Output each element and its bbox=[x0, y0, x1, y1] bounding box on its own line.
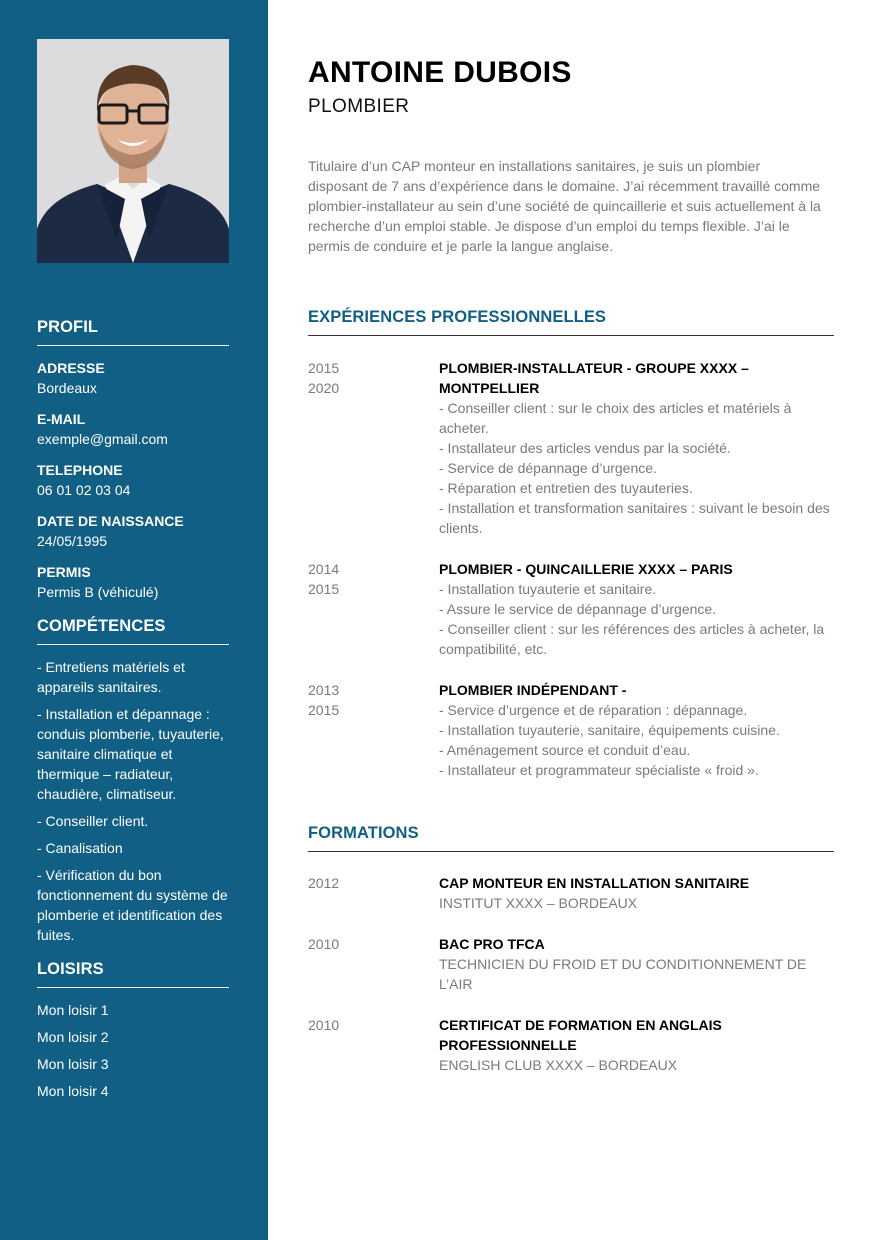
profile-section-title: PROFIL bbox=[37, 318, 229, 346]
education-title: CAP MONTEUR EN INSTALLATION SANITAIRE bbox=[439, 875, 750, 891]
hobby-item: Mon loisir 1 bbox=[37, 1002, 109, 1018]
start-year: 2013 bbox=[308, 682, 340, 698]
experience-task: - Installation tuyauterie et sanitaire. bbox=[439, 581, 657, 597]
education-title: CERTIFICAT DE FORMATION EN ANGLAIS PROFESSIONNELLE bbox=[439, 1017, 722, 1053]
experience-task: - Installation tuyauterie, sanitaire, équipements cuisine. bbox=[439, 722, 780, 738]
end-year: 2015 bbox=[308, 581, 340, 597]
portrait-illustration bbox=[37, 39, 229, 263]
skill-item: - Canalisation bbox=[37, 840, 123, 856]
profile-photo bbox=[37, 39, 229, 263]
education-entry bbox=[308, 1015, 834, 1075]
experience-dates bbox=[308, 559, 439, 659]
experience-body bbox=[439, 358, 834, 538]
experience-section bbox=[308, 308, 834, 780]
education-year: 2010 bbox=[308, 936, 340, 952]
profile-value: 24/05/1995 bbox=[37, 533, 108, 549]
hobby-item: Mon loisir 2 bbox=[37, 1029, 109, 1045]
sidebar bbox=[0, 0, 268, 1240]
skill-item: - Entretiens matériels et appareils sanitaires. bbox=[37, 659, 185, 695]
education-section bbox=[308, 824, 834, 1075]
experience-body bbox=[439, 559, 834, 659]
education-entry bbox=[308, 873, 834, 913]
sidebar-content bbox=[37, 318, 229, 1108]
experience-task: - Service de dépannage d’urgence. bbox=[439, 460, 657, 476]
hobbies-section-title: LOISIRS bbox=[37, 960, 229, 988]
experience-dates bbox=[308, 680, 439, 780]
start-year: 2015 bbox=[308, 360, 340, 376]
profile-value: Permis B (véhiculé) bbox=[37, 584, 159, 600]
education-body bbox=[439, 1015, 834, 1075]
experience-title: PLOMBIER - QUINCAILLERIE XXXX – PARIS bbox=[439, 561, 733, 577]
profile-label: ADRESSE bbox=[37, 360, 105, 376]
education-body bbox=[439, 873, 834, 913]
profile-label: PERMIS bbox=[37, 564, 91, 580]
education-school: ENGLISH CLUB XXXX – BORDEAUX bbox=[439, 1057, 678, 1073]
experience-entry bbox=[308, 680, 834, 780]
job-title: PLOMBIER bbox=[308, 96, 410, 117]
experience-task: - Installateur des articles vendus par la société. bbox=[439, 440, 731, 456]
profile-label: DATE DE NAISSANCE bbox=[37, 513, 184, 529]
profile-summary: Titulaire d’un CAP monteur en installations sanitaires, je suis un plombier disposant de 7 ans d’expérience dans le domaine. J’ai récemment travaillé comme plombier-installateur au sein d’une société de quincaillerie et suis actuellement à la recherche d’un emploi stable. Je dispose d’un emploi du temps flexible. J’ai le permis de conduire et je parle la langue anglaise. bbox=[308, 158, 821, 254]
skill-item: - Vérification du bon fonctionnement du système de plomberie et identification des fuites. bbox=[37, 867, 228, 943]
profile-item-license bbox=[37, 562, 229, 603]
main-content bbox=[308, 55, 834, 1075]
skills-list bbox=[37, 657, 229, 945]
end-year: 2015 bbox=[308, 702, 340, 718]
experience-title: PLOMBIER INDÉPENDANT - bbox=[439, 682, 627, 698]
hobby-item: Mon loisir 4 bbox=[37, 1083, 109, 1099]
experience-task: - Installation et transformation sanitaires : suivant le besoin des clients. bbox=[439, 500, 830, 536]
hobby-item: Mon loisir 3 bbox=[37, 1056, 109, 1072]
profile-label: TELEPHONE bbox=[37, 462, 123, 478]
profile-value: Bordeaux bbox=[37, 380, 97, 396]
hobbies-list bbox=[37, 1000, 229, 1101]
profile-item-birthdate bbox=[37, 511, 229, 552]
education-school: TECHNICIEN DU FROID ET DU CONDITIONNEMENT DE L’AIR bbox=[439, 956, 807, 992]
candidate-name: ANTOINE DUBOIS bbox=[308, 56, 572, 89]
experience-entry bbox=[308, 358, 834, 538]
profile-item-email bbox=[37, 409, 229, 450]
experience-dates bbox=[308, 358, 439, 538]
experience-entry bbox=[308, 559, 834, 659]
education-section-title: FORMATIONS bbox=[308, 824, 834, 852]
skill-item: - Conseiller client. bbox=[37, 813, 149, 829]
education-entry bbox=[308, 934, 834, 994]
skill-item: - Installation et dépannage : conduis plomberie, tuyauterie, sanitaire climatique et thermique – radiateur, chaudière, climatiseur. bbox=[37, 706, 224, 802]
experience-task: - Assure le service de dépannage d’urgence. bbox=[439, 601, 717, 617]
experience-task: - Réparation et entretien des tuyauteries. bbox=[439, 480, 693, 496]
experience-task: - Conseiller client : sur le choix des articles et matériels à acheter. bbox=[439, 400, 792, 436]
education-year: 2010 bbox=[308, 1017, 340, 1033]
education-body bbox=[439, 934, 834, 994]
skills-section-title: COMPÉTENCES bbox=[37, 617, 229, 645]
end-year: 2020 bbox=[308, 380, 340, 396]
experience-title: PLOMBIER-INSTALLATEUR - GROUPE XXXX – MONTPELLIER bbox=[439, 360, 749, 396]
experience-task: - Service d’urgence et de réparation : dépannage. bbox=[439, 702, 748, 718]
education-year: 2012 bbox=[308, 875, 340, 891]
profile-list bbox=[37, 358, 229, 603]
start-year: 2014 bbox=[308, 561, 340, 577]
education-school: INSTITUT XXXX – BORDEAUX bbox=[439, 895, 638, 911]
profile-value: exemple@gmail.com bbox=[37, 431, 168, 447]
profile-item-address bbox=[37, 358, 229, 399]
profile-item-phone bbox=[37, 460, 229, 501]
experience-task: - Installateur et programmateur spécialiste « froid ». bbox=[439, 762, 759, 778]
experience-section-title: EXPÉRIENCES PROFESSIONNELLES bbox=[308, 308, 834, 336]
experience-task: - Conseiller client : sur les références des articles à acheter, la compatibilité, etc. bbox=[439, 621, 825, 657]
education-title: BAC PRO TFCA bbox=[439, 936, 545, 952]
profile-value: 06 01 02 03 04 bbox=[37, 482, 131, 498]
experience-body bbox=[439, 680, 834, 780]
profile-label: E-MAIL bbox=[37, 411, 86, 427]
experience-task: - Aménagement source et conduit d’eau. bbox=[439, 742, 691, 758]
